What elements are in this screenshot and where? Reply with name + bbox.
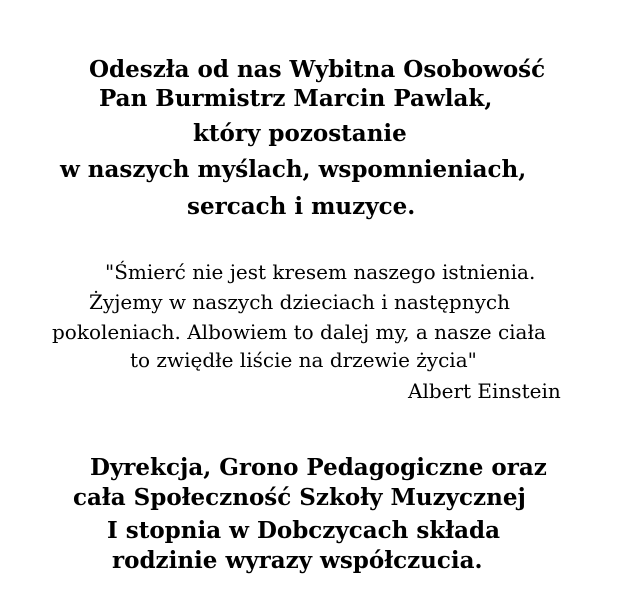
quote-line: Żyjemy w naszych dzieciach i następnych [89,290,510,314]
quote-author: Albert Einstein [408,379,561,403]
announcement-line: sercach i muzyce. [187,193,416,220]
announcement-line: który pozostanie [193,120,407,147]
condolences-line: I stopnia w Dobczycach składa [107,517,500,544]
announcement-line: Odeszła od nas Wybitna Osobowość [89,56,546,83]
condolences-line: Dyrekcja, Grono Pedagogiczne oraz [90,454,547,481]
quote-line: "Śmierć nie jest kresem naszego istnienia. [105,260,536,284]
condolences-line: rodzinie wyrazy współczucia. [112,547,483,574]
announcement-line: w naszych myślach, wspomnieniach, [60,156,527,183]
quote-line: pokoleniach. Albowiem to dalej my, a nasze ciała [52,320,546,344]
announcement-line: Pan Burmistrz Marcin Pawlak, [99,85,493,112]
quote-line: to zwiędłe liście na drzewie życia" [130,348,477,372]
condolences-line: cała Społeczność Szkoły Muzycznej [73,484,526,511]
